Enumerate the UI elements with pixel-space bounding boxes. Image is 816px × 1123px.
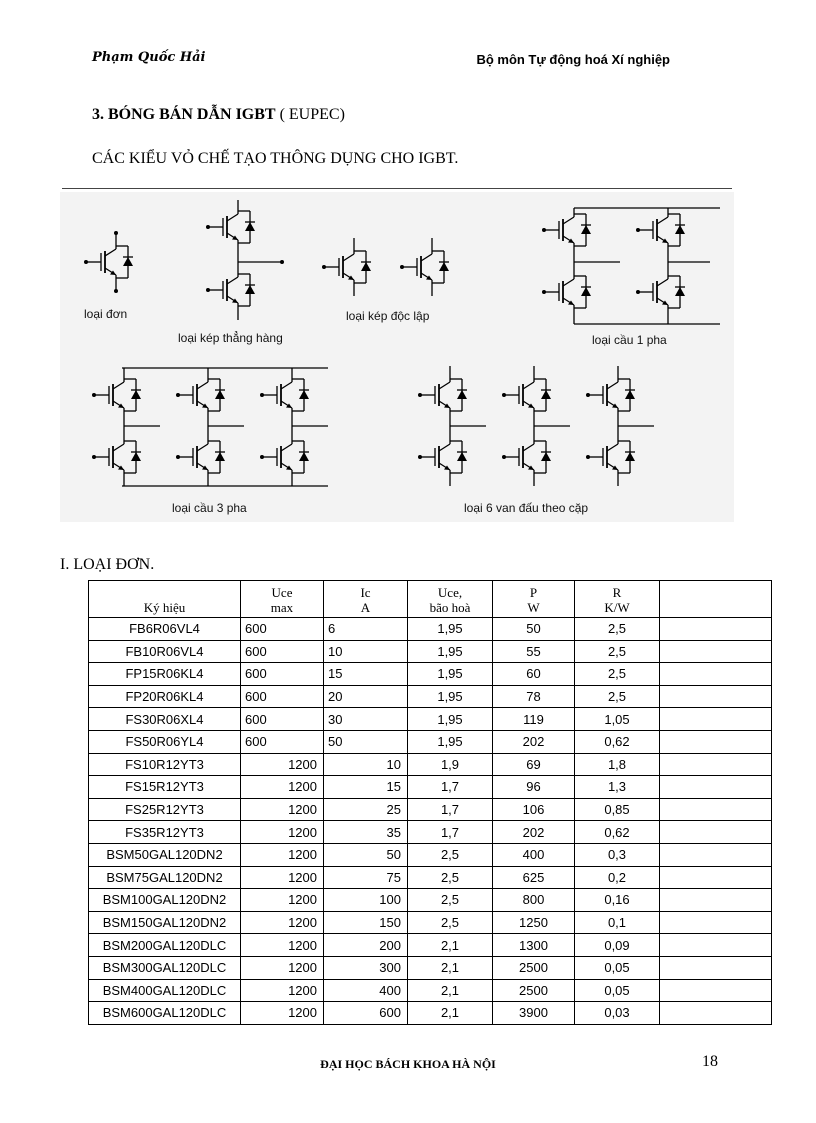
table-row xyxy=(89,956,772,979)
cell-ic: 200 xyxy=(324,934,408,957)
table-row xyxy=(89,618,772,641)
cell-symbol: BSM400GAL120DLC xyxy=(89,979,241,1002)
cell-uce-sat: 1,95 xyxy=(408,685,493,708)
cell-thermal-r: 2,5 xyxy=(575,618,660,641)
cell-ic: 300 xyxy=(324,956,408,979)
part-title: I. LOẠI ĐƠN. xyxy=(60,556,155,573)
cell-uce-max: 600 xyxy=(241,685,324,708)
cell-uce-sat: 2,5 xyxy=(408,889,493,912)
cell-uce-sat: 2,5 xyxy=(408,911,493,934)
cell-uce-max: 1200 xyxy=(241,979,324,1002)
cell-ic: 400 xyxy=(324,979,408,1002)
cell-empty xyxy=(660,843,772,866)
table-row xyxy=(89,821,772,844)
cell-ic: 25 xyxy=(324,798,408,821)
cell-uce-sat: 1,95 xyxy=(408,708,493,731)
section-title-bold: 3. BÓNG BÁN DẪN IGBT xyxy=(92,106,276,123)
col-header-symbol xyxy=(89,581,241,618)
table-header-row xyxy=(89,581,772,618)
table-row xyxy=(89,753,772,776)
col-header-power xyxy=(493,581,575,618)
cell-ic: 6 xyxy=(324,618,408,641)
cell-thermal-r: 1,8 xyxy=(575,753,660,776)
cell-uce-max: 600 xyxy=(241,663,324,686)
section-subtitle: CÁC KIỂU VỎ CHẾ TẠO THÔNG DỤNG CHO IGBT. xyxy=(92,150,459,167)
cell-power: 800 xyxy=(493,889,575,912)
cell-power: 1300 xyxy=(493,934,575,957)
cell-ic: 50 xyxy=(324,843,408,866)
cell-power: 60 xyxy=(493,663,575,686)
cell-empty xyxy=(660,911,772,934)
cell-ic: 100 xyxy=(324,889,408,912)
cell-thermal-r: 0,05 xyxy=(575,956,660,979)
cell-symbol: FB10R06VL4 xyxy=(89,640,241,663)
table-row xyxy=(89,640,772,663)
cell-power: 96 xyxy=(493,776,575,799)
igbt-spec-table xyxy=(88,580,772,1025)
cell-thermal-r: 0,2 xyxy=(575,866,660,889)
col-header-ic-line1: Ic xyxy=(360,585,371,600)
cell-empty xyxy=(660,753,772,776)
cell-ic: 150 xyxy=(324,911,408,934)
cell-ic: 35 xyxy=(324,821,408,844)
col-header-uce-sat-line1: Uce, xyxy=(437,585,463,600)
cell-empty xyxy=(660,685,772,708)
cell-symbol: FS30R06XL4 xyxy=(89,708,241,731)
cell-power: 3900 xyxy=(493,1002,575,1025)
table-row xyxy=(89,708,772,731)
cell-ic: 10 xyxy=(324,640,408,663)
cell-empty xyxy=(660,889,772,912)
table-row xyxy=(89,979,772,1002)
cell-thermal-r: 0,05 xyxy=(575,979,660,1002)
cell-symbol: BSM50GAL120DN2 xyxy=(89,843,241,866)
cell-power: 400 xyxy=(493,843,575,866)
cell-thermal-r: 2,5 xyxy=(575,640,660,663)
col-header-ic-line2: A xyxy=(360,600,371,615)
cell-empty xyxy=(660,618,772,641)
table-row xyxy=(89,685,772,708)
cell-uce-max: 1200 xyxy=(241,776,324,799)
section-title xyxy=(92,106,345,124)
table-row xyxy=(89,843,772,866)
cell-uce-sat: 1,7 xyxy=(408,821,493,844)
header-author: Phạm Quốc Hải xyxy=(92,50,206,65)
horizontal-rule xyxy=(62,188,732,189)
col-header-uce-sat-line2: bão hoà xyxy=(429,600,471,615)
cell-uce-max: 600 xyxy=(241,640,324,663)
cell-ic: 30 xyxy=(324,708,408,731)
table-row xyxy=(89,776,772,799)
cell-power: 119 xyxy=(493,708,575,731)
cell-uce-sat: 1,95 xyxy=(408,640,493,663)
table-row xyxy=(89,798,772,821)
cell-thermal-r: 0,16 xyxy=(575,889,660,912)
caption-single: loại đơn xyxy=(84,307,128,321)
cell-ic: 600 xyxy=(324,1002,408,1025)
cell-thermal-r: 0,09 xyxy=(575,934,660,957)
cell-empty xyxy=(660,1002,772,1025)
table-body xyxy=(89,618,772,1025)
cell-empty xyxy=(660,776,772,799)
col-header-uce-sat xyxy=(408,581,493,618)
cell-uce-max: 1200 xyxy=(241,843,324,866)
cell-power: 50 xyxy=(493,618,575,641)
cell-power: 625 xyxy=(493,866,575,889)
cell-uce-sat: 2,1 xyxy=(408,956,493,979)
table-row xyxy=(89,730,772,753)
cell-uce-max: 600 xyxy=(241,708,324,731)
igbt-diagram-svg xyxy=(60,192,734,522)
cell-uce-sat: 2,5 xyxy=(408,866,493,889)
cell-symbol: BSM75GAL120DN2 xyxy=(89,866,241,889)
cell-empty xyxy=(660,866,772,889)
cell-thermal-r: 2,5 xyxy=(575,663,660,686)
col-header-uce-max-line2: max xyxy=(270,600,294,615)
col-header-empty xyxy=(660,581,772,618)
col-header-uce-max xyxy=(241,581,324,618)
cell-uce-max: 1200 xyxy=(241,821,324,844)
cell-symbol: FS35R12YT3 xyxy=(89,821,241,844)
table-row xyxy=(89,934,772,957)
cell-empty xyxy=(660,798,772,821)
col-header-power-line2: W xyxy=(527,600,540,615)
cell-thermal-r: 0,1 xyxy=(575,911,660,934)
col-header-thermal-r-line1: R xyxy=(612,585,622,600)
cell-uce-max: 1200 xyxy=(241,934,324,957)
cell-uce-sat: 1,9 xyxy=(408,753,493,776)
table-row xyxy=(89,1002,772,1025)
cell-symbol: FS15R12YT3 xyxy=(89,776,241,799)
cell-ic: 50 xyxy=(324,730,408,753)
cell-ic: 20 xyxy=(324,685,408,708)
header-department: Bộ môn Tự động hoá Xí nghiệp xyxy=(476,52,670,67)
cell-uce-sat: 1,7 xyxy=(408,798,493,821)
cell-uce-max: 1200 xyxy=(241,866,324,889)
cell-uce-max: 1200 xyxy=(241,956,324,979)
cell-power: 69 xyxy=(493,753,575,776)
cell-empty xyxy=(660,934,772,957)
cell-power: 1250 xyxy=(493,911,575,934)
cell-ic: 10 xyxy=(324,753,408,776)
col-header-thermal-r-line2: K/W xyxy=(604,600,630,615)
cell-uce-max: 600 xyxy=(241,618,324,641)
cell-uce-sat: 2,1 xyxy=(408,934,493,957)
col-header-symbol-line1: Ký hiệu xyxy=(143,600,186,615)
col-header-thermal-r xyxy=(575,581,660,618)
cell-uce-max: 1200 xyxy=(241,911,324,934)
cell-power: 106 xyxy=(493,798,575,821)
table-row xyxy=(89,866,772,889)
cell-power: 202 xyxy=(493,730,575,753)
cell-thermal-r: 0,3 xyxy=(575,843,660,866)
cell-symbol: BSM150GAL120DN2 xyxy=(89,911,241,934)
cell-empty xyxy=(660,821,772,844)
cell-thermal-r: 0,62 xyxy=(575,730,660,753)
cell-empty xyxy=(660,979,772,1002)
table-row xyxy=(89,663,772,686)
cell-empty xyxy=(660,956,772,979)
caption-dual-series: loại kép thẳng hàng xyxy=(178,331,283,345)
table-row xyxy=(89,889,772,912)
cell-uce-sat: 1,7 xyxy=(408,776,493,799)
cell-symbol: FP20R06KL4 xyxy=(89,685,241,708)
cell-empty xyxy=(660,730,772,753)
cell-ic: 75 xyxy=(324,866,408,889)
cell-uce-sat: 2,1 xyxy=(408,979,493,1002)
cell-symbol: FP15R06KL4 xyxy=(89,663,241,686)
cell-thermal-r: 2,5 xyxy=(575,685,660,708)
cell-uce-sat: 1,95 xyxy=(408,618,493,641)
cell-empty xyxy=(660,708,772,731)
cell-power: 2500 xyxy=(493,979,575,1002)
cell-symbol: FB6R06VL4 xyxy=(89,618,241,641)
cell-uce-sat: 2,5 xyxy=(408,843,493,866)
col-header-power-line1: P xyxy=(529,585,538,600)
cell-uce-sat: 1,95 xyxy=(408,663,493,686)
table-row xyxy=(89,911,772,934)
cell-uce-sat: 2,1 xyxy=(408,1002,493,1025)
cell-ic: 15 xyxy=(324,663,408,686)
cell-thermal-r: 0,85 xyxy=(575,798,660,821)
cell-symbol: FS50R06YL4 xyxy=(89,730,241,753)
cell-symbol: BSM200GAL120DLC xyxy=(89,934,241,957)
cell-power: 202 xyxy=(493,821,575,844)
cell-symbol: BSM300GAL120DLC xyxy=(89,956,241,979)
cell-uce-max: 1200 xyxy=(241,753,324,776)
cell-power: 2500 xyxy=(493,956,575,979)
igbt-package-diagram xyxy=(60,192,734,522)
cell-symbol: BSM600GAL120DLC xyxy=(89,1002,241,1025)
page-number: 18 xyxy=(702,1053,718,1070)
caption-bridge-3ph: loại cầu 3 pha xyxy=(172,501,247,515)
col-header-ic xyxy=(324,581,408,618)
cell-thermal-r: 0,03 xyxy=(575,1002,660,1025)
cell-thermal-r: 1,05 xyxy=(575,708,660,731)
cell-ic: 15 xyxy=(324,776,408,799)
cell-symbol: FS25R12YT3 xyxy=(89,798,241,821)
cell-empty xyxy=(660,640,772,663)
cell-symbol: BSM100GAL120DN2 xyxy=(89,889,241,912)
caption-dual-independent: loại kép độc lập xyxy=(346,309,430,323)
cell-empty xyxy=(660,663,772,686)
cell-thermal-r: 1,3 xyxy=(575,776,660,799)
caption-bridge-1ph: loại cầu 1 pha xyxy=(592,333,667,347)
cell-uce-max: 1200 xyxy=(241,1002,324,1025)
cell-uce-max: 1200 xyxy=(241,889,324,912)
cell-power: 55 xyxy=(493,640,575,663)
col-header-uce-max-line1: Uce xyxy=(271,585,293,600)
section-title-rest: ( EUPEC) xyxy=(275,106,345,123)
cell-uce-max: 600 xyxy=(241,730,324,753)
caption-six-pairs: loại 6 van đấu theo cặp xyxy=(464,501,589,515)
cell-symbol: FS10R12YT3 xyxy=(89,753,241,776)
cell-power: 78 xyxy=(493,685,575,708)
cell-uce-sat: 1,95 xyxy=(408,730,493,753)
cell-uce-max: 1200 xyxy=(241,798,324,821)
footer-university: ĐẠI HỌC BÁCH KHOA HÀ NỘI xyxy=(320,1057,496,1071)
cell-thermal-r: 0,62 xyxy=(575,821,660,844)
